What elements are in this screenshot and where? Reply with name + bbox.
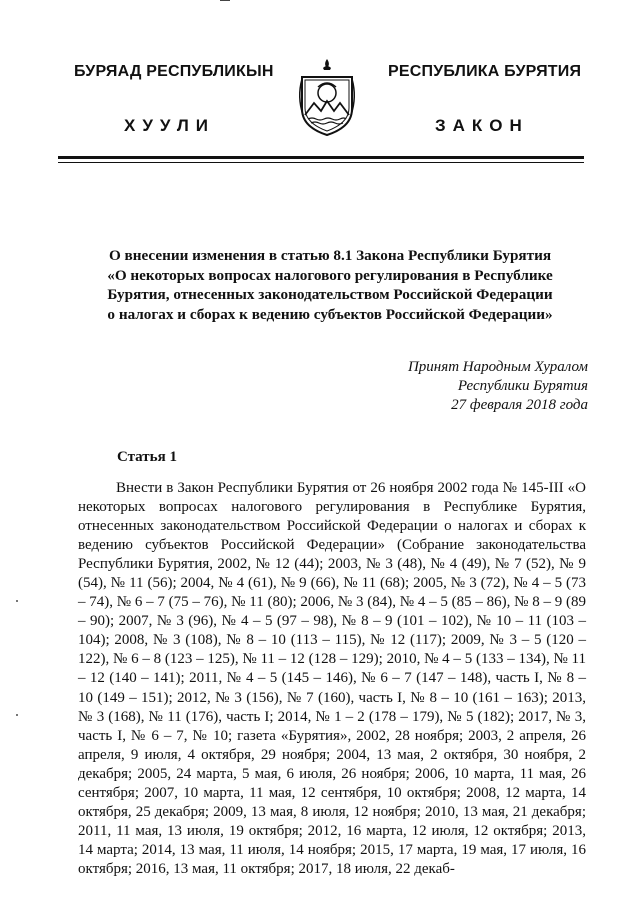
header-divider-thick [58,156,584,159]
header-divider-thin [58,162,584,163]
law-title-line: О внесении изменения в статью 8.1 Закона Республики Бурятия [108,247,552,264]
adoption-line: Республики Бурятия [457,378,588,394]
law-title-line: Бурятия, отнесенных законодательством Российской Федерации [107,286,553,303]
law-title-line: о налогах и сборах к ведению субъектов Российской Федерации» [107,305,553,323]
adoption-line: Принят Народным Хуралом [407,359,588,375]
law-title [90,246,570,324]
scan-artifact [220,0,230,1]
adoption-date: 27 февраля 2018 года [451,397,588,413]
margin-speck [16,600,18,602]
header-right-republic: РЕСПУБЛИКА БУРЯТИЯ [388,63,582,80]
header-left-republic: БУРЯАД РЕСПУБЛИКЫН [74,63,274,80]
law-title-line: «О некоторых вопросах налогового регулирования в Республике [107,266,553,284]
adoption-note [288,358,588,415]
header-right-doc-type: ЗАКОН [435,116,529,135]
header-left-doc-type: ХУУЛИ [124,116,215,135]
article-body: Внести в Закон Республики Бурятия от 26 ноября 2002 года № 145-III «О некоторых вопросах налогового регулирования в Республике Бурятия, отнесенных законодательством Российской Федерации о налогах и сборах к ведению субъектов Российской Федерации» (Собрание законодательства Республики Бурятия, 2002, № 12 (44); 2003, № 3 (48), № 4 (49), № 7 (52), № 9 (54), № 11 (56); 2004, № 4 (61), № 9 (66), № 11 (68); 2005, № 3 (72), № 4 – 5 (73 – 74), № 6 – 7 (75 – 76), № 11 (80); 2006, № 3 (84), № 4 – 5 (85 – 86), № 8 – 9 (89 – 90); 2007, № 3 (96), № 4 – 5 (97 – 98), № 8 – 9 (101 – 102), № 10 – 11 (103 – 104); 2008, № 3 (108), № 8 – 10 (113 – 115), № 12 (117); 2009, № 3 – 5 (120 – 122), № 6 – 8 (123 – 125), № 11 – 12 (128 – 129); 2010, № 4 – 5 (133 – 134), № 11 – 12 (140 – 141); 2011, № 4 – 5 (145 – 146), № 6 – 7 (147 – 148), часть I, № 8 – 10 (149 – 151); 2012, № 3 (156), № 7 (160), часть I, № 8 – 10 (161 – 163); 2013, № 3 (168), № 11 (176), часть I; 2014, № 1 – 2 (178 – 179), № 5 (182); 2017, № 3, часть I, № 6 – 7, № 10; газета «Бурятия», 2002, 28 ноября; 2003, 2 апреля, 26 апреля, 9 июля, 4 октября, 29 ноября; 2004, 13 мая, 2 октября, 30 ноября, 2 декабря; 2005, 24 марта, 5 мая, 6 июля, 26 ноября; 2006, 10 марта, 11 мая, 26 сентября; 2007, 10 марта, 11 мая, 12 сентября, 10 октября; 2008, 12 марта, 14 октября, 25 декабря; 2009, 13 мая, 8 июля, 12 ноября; 2010, 13 мая, 21 декабря; 2011, 11 мая, 13 июля, 19 октября; 2012, 16 марта, 12 июля, 12 октября; 2013, 14 марта; 2014, 13 мая, 11 июля, 14 ноября; 2015, 17 марта, 19 мая, 17 июля, 16 октября; 2016, 13 мая, 11 октября; 2017, 18 июля, 22 декаб- [78,480,586,877]
article-heading: Статья 1 [117,449,177,465]
coat-of-arms-emblem [294,57,360,137]
margin-speck [16,714,18,716]
